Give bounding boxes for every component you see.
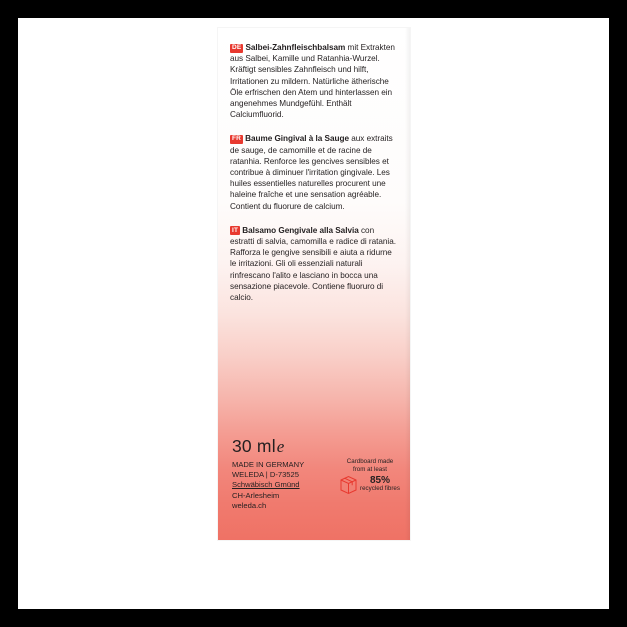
description-block-it <box>230 225 398 303</box>
volume-value: 30 ml <box>232 436 276 456</box>
product-description-fr: aux extraits de sauge, de camomille et de racine de ratanhia. Renforce les gencives sensibles et contribue à diminuer l'irritation gingivale. Les huiles essentielles naturelles procurent une haleine fraîche et une sensation agréable. Contient du fluorure de calcium. <box>230 134 393 211</box>
recycled-percentage-label: recycled fibres <box>360 485 400 493</box>
paragraph-fr <box>230 133 398 211</box>
product-title-de: Salbei-Zahnfleischbalsam <box>245 43 346 52</box>
product-description-it: con estratti di salvia, camomilla e radice di ratania. Rafforza le gengive sensibili e aiuta a ridurne le irritazioni. Gli oli essenziali naturali rinfrescano l'alito e lasciano in bocca una sensazione piacevole. Contiene fluoruro di calcio. <box>230 225 396 303</box>
website-url: weleda.ch <box>232 500 267 510</box>
recycling-note-line-1: Cardboard made <box>346 458 394 465</box>
description-block-de <box>230 42 398 120</box>
address-line-4: CH-Arlesheim <box>232 490 280 500</box>
recycled-percentage-value: 85% <box>369 475 390 487</box>
address-line-2: WELEDA | D-73525 <box>232 470 299 480</box>
address-line-1: MADE IN GERMANY <box>232 460 305 469</box>
volume-label <box>232 436 285 457</box>
product-description-de: mit Extrakten aus Salbei, Kamille und Ratanhia-Wurzel. Kräftigt sensibles Zahnfleisch und hilft, Irritationen zu mildern. Natürliche ätherische Öle erfrischen den Atem und hinterlassen ein angenehmes Mundgefühl. Enthält Calciumfluorid. <box>230 43 395 120</box>
product-title-fr: Baume Gingival à la Sauge <box>245 134 349 144</box>
description-block-fr <box>230 133 398 211</box>
paragraph-it <box>230 225 398 303</box>
description-text-area <box>230 42 398 316</box>
product-title-it: Balsamo Gengivale alla Salvia <box>242 225 359 235</box>
estimated-sign-icon: e <box>276 437 285 456</box>
recycling-note-line-2: from at least <box>352 465 388 473</box>
manufacturer-address <box>232 460 304 511</box>
recycling-note <box>336 458 404 473</box>
cardboard-box-icon <box>340 475 357 495</box>
paragraph-de <box>230 42 398 120</box>
language-chip-it: IT <box>232 226 239 234</box>
recycled-percentage <box>360 477 400 492</box>
recycling-badge <box>336 475 404 495</box>
language-chip-de: DE <box>232 44 242 51</box>
address-line-3: Schwäbisch Gmünd <box>232 480 300 490</box>
language-chip-fr: FR <box>232 135 242 143</box>
product-carton-back-panel <box>218 28 410 540</box>
